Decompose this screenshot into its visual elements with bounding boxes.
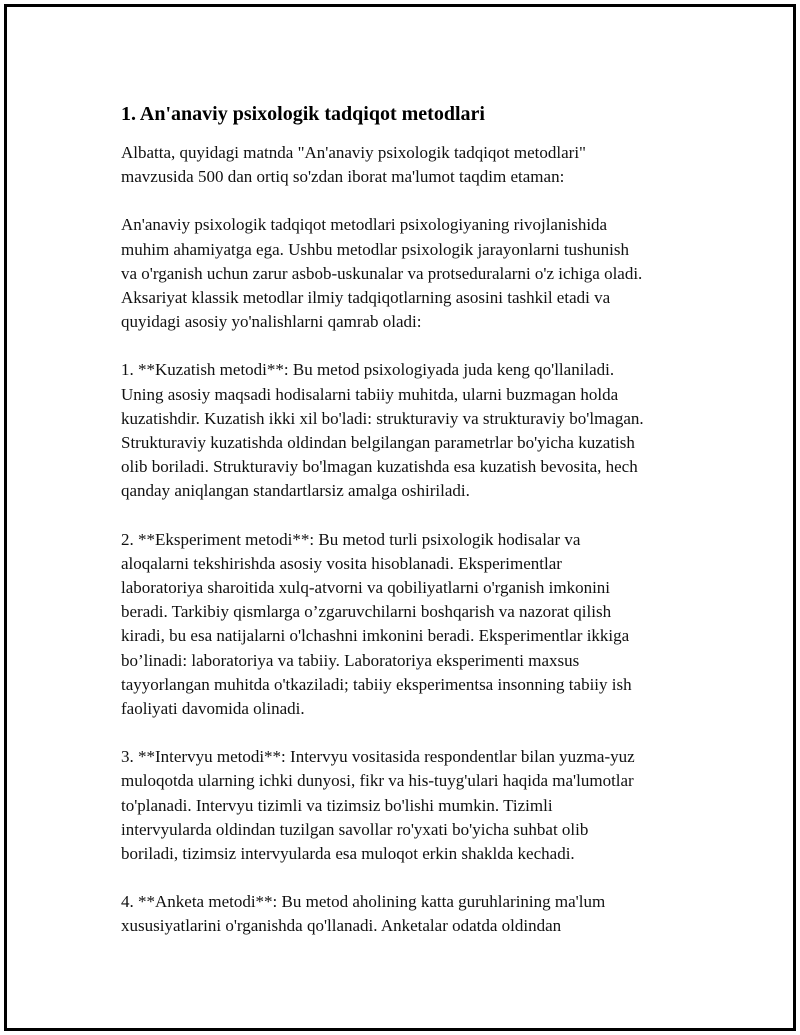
page-frame: [4, 4, 796, 1031]
paragraph-observation-method: 1. **Kuzatish metodi**: Bu metod psixologiyada juda keng qo'llaniladi. Uning asosiy maqsadi hodisalarni tabiiy muhitda, ularni buzmagan holda kuzatishdir. Kuzatish ikki xil bo'ladi: strukturaviy va strukturaviy bo'lmagan. Strukturaviy kuzatishda oldindan belgilangan parametrlar bo'yicha kuzatish olib boriladi. Strukturaviy bo'lmagan kuzatishda esa kuzatish bevosita, hech qanday aniqlangan standartlarsiz amalga oshiriladi.: [121, 360, 644, 501]
paragraph-interview-method: 3. **Intervyu metodi**: Intervyu vositasida respondentlar bilan yuzma-yuz muloqotda ularning ichki dunyosi, fikr va his-tuyg'ulari haqida ma'lumotlar to'planadi. Intervyu tizimli va tizimsiz bo'lishi mumkin. Tizimli intervyularda oldindan tuzilgan savollar ro'yxati bo'yicha suhbat olib boriladi, tizimsiz intervyularda esa muloqot erkin shaklda kechadi.: [121, 747, 635, 864]
paragraph-overview: An'anaviy psixologik tadqiqot metodlari psixologiyaning rivojlanishida muhim ahamiyatga ega. Ushbu metodlar psixologik jarayonlarni tushunish va o'rganish uchun zarur asbob-uskunalar va protseduralarni o'z ichiga oladi. Aksariyat klassik metodlar ilmiy tadqiqotlarning asosini tashkil etadi va quyidagi asosiy yo'nalishlarni qamrab oladi:: [121, 215, 643, 332]
paragraph-intro: Albatta, quyidagi matnda "An'anaviy psixologik tadqiqot metodlari" mavzusida 500 dan ortiq so'zdan iborat ma'lumot taqdim etaman:: [121, 143, 586, 187]
document-body: [121, 101, 693, 963]
paragraph-experiment-method: 2. **Eksperiment metodi**: Bu metod turli psixologik hodisalar va aloqalarni tekshirishda asosiy vosita hisoblanadi. Eksperimentlar laboratoriya sharoitida xulq-atvorni va qobiliyatlarni o'rganish imkonini beradi. Tarkibiy qismlarga o’zgaruvchilarni boshqarish va nazorat qilish kiradi, bu esa natijalarni o'lchashni imkonini beradi. Eksperimentlar ikkiga bo’linadi: laboratoriya va tabiiy. Laboratoriya eksperimenti maxsus tayyorlangan muhitda o'tkaziladi; tabiiy eksperimentsa insonning tabiiy ish faoliyati davomida olinadi.: [121, 529, 632, 719]
paragraph-questionnaire-method: 4. **Anketa metodi**: Bu metod aholining katta guruhlarining ma'lum xususiyatlarini o'rganishda qo'llanadi. Anketalar odatda oldindan: [121, 892, 606, 936]
document-title: 1. An'anaviy psixologik tadqiqot metodlari: [121, 103, 485, 125]
